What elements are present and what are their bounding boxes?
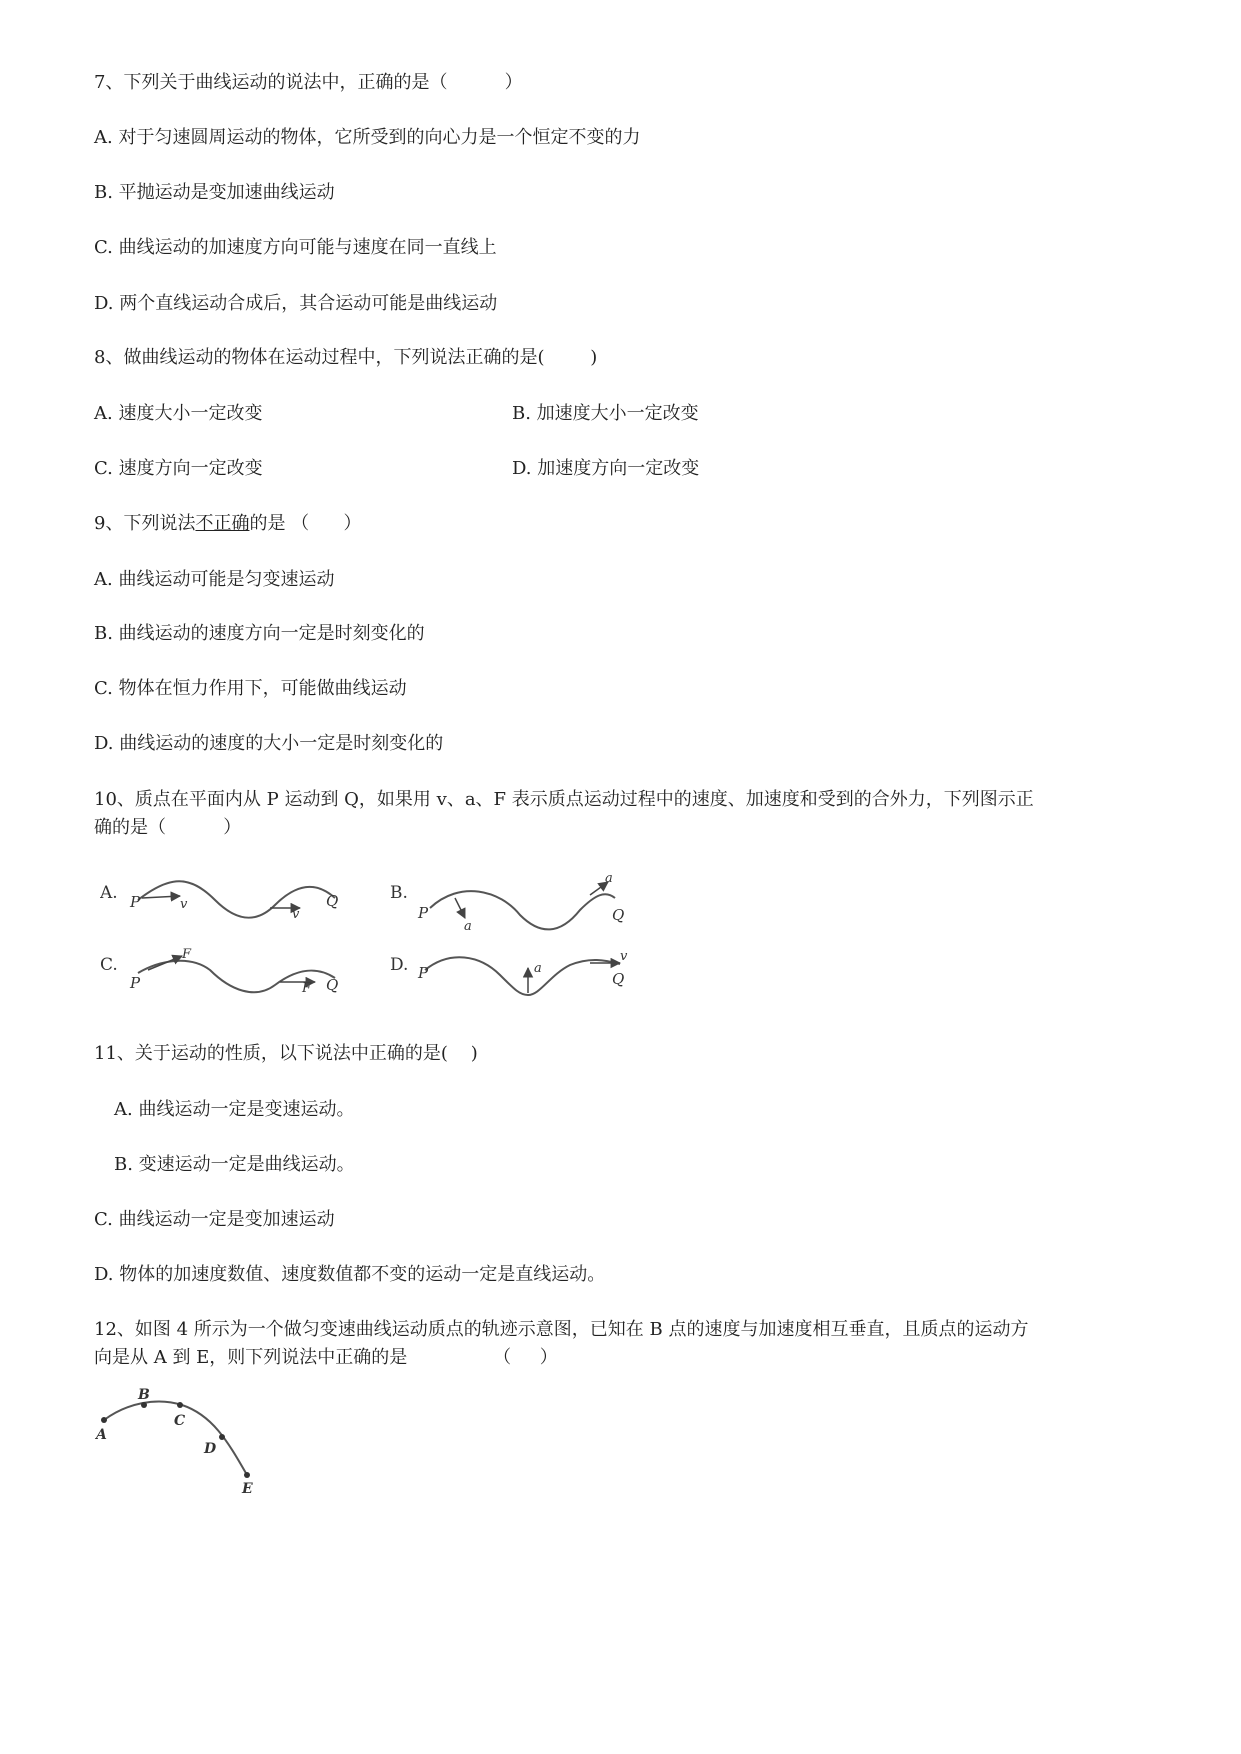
q10-diagram-d	[390, 949, 628, 995]
q10-diagram-d-vec-v: v	[620, 949, 628, 964]
q10-stem-line1: 10、质点在平面内从 P 运动到 Q，如果用 v、a、F 表示质点运动过程中的速度、加速度和受到的合外力，下列图示正	[94, 789, 1034, 810]
q12-point-b-label: B	[138, 1387, 150, 1403]
q7-option-c: C. 曲线运动的加速度方向可能与速度在同一直线上	[94, 237, 497, 258]
q10-diagram-c-end: Q	[326, 976, 339, 994]
q9-stem	[94, 510, 362, 538]
q12-point-a-dot	[101, 1417, 107, 1423]
q12-point-e-dot	[244, 1472, 250, 1478]
q10-stem-line2: 确的是（ ）	[94, 817, 242, 838]
q7-option-a: A. 对于匀速圆周运动的物体，它所受到的向心力是一个恒定不变的力	[94, 127, 641, 148]
q10-diagram-c	[100, 947, 338, 996]
q9-option-c: C. 物体在恒力作用下，可能做曲线运动	[94, 678, 407, 699]
q12-point-c-label: C	[174, 1413, 186, 1429]
q9-stem-pre: 9、下列说法	[94, 513, 196, 534]
q11-option-a: A. 曲线运动一定是变速运动。	[114, 1099, 355, 1120]
q12-stem-line1: 12、如图 4 所示为一个做匀变速曲线运动质点的轨迹示意图，已知在 B 点的速度与加速度相互垂直，且质点的运动方	[94, 1319, 1029, 1340]
q10-diagram-d-label: D.	[390, 955, 409, 975]
q10-diagram-c-start: P	[130, 974, 141, 992]
q8-option-b: B. 加速度大小一定改变	[512, 403, 699, 424]
q11-option-c: C. 曲线运动一定是变加速运动	[94, 1209, 335, 1230]
q10-diagram-d-end: Q	[612, 970, 625, 988]
q8-option-d: D. 加速度方向一定改变	[512, 458, 700, 479]
q12-point-a-label: A	[96, 1427, 107, 1443]
q8-option-a: A. 速度大小一定改变	[94, 403, 263, 424]
q10-diagram-d-start: P	[418, 964, 429, 982]
q9-stem-post: 的是 （ ）	[249, 513, 362, 534]
q10-diagram-b-start: P	[418, 904, 429, 922]
q10-diagram-a-end: Q	[326, 892, 339, 910]
q8-option-c: C. 速度方向一定改变	[94, 458, 263, 479]
q11-option-b: B. 变速运动一定是曲线运动。	[114, 1154, 355, 1175]
q10-diagram-a-vec-1: v	[180, 897, 188, 912]
q12-point-d-label: D	[204, 1441, 217, 1457]
q10-diagram-b-label: B.	[390, 883, 408, 903]
q9-option-b: B. 曲线运动的速度方向一定是时刻变化的	[94, 623, 425, 644]
q10-diagram-d-vec-a: a	[534, 961, 542, 976]
q10-diagram-a	[100, 881, 338, 922]
q10-diagram-b	[390, 871, 624, 934]
q7-option-d: D. 两个直线运动合成后，其合运动可能是曲线运动	[94, 293, 498, 314]
q12-point-c-dot	[177, 1402, 183, 1408]
q7-stem: 7、下列关于曲线运动的说法中，正确的是（ ）	[94, 72, 523, 93]
q10-diagram-a-start: P	[130, 893, 141, 911]
q10-diagram-c-vec-2: F	[302, 981, 312, 996]
q10-diagram-a-label: A.	[100, 883, 118, 903]
q10-diagram-c-label: C.	[100, 955, 118, 975]
q10-diagram-b-vec-1: a	[464, 919, 472, 934]
q8-stem: 8、做曲线运动的物体在运动过程中，下列说法正确的是( )	[94, 347, 598, 368]
q7-option-b: B. 平抛运动是变加速曲线运动	[94, 182, 335, 203]
q12-trajectory-figure	[92, 1385, 262, 1495]
q9-stem-emphasis: 不正确	[195, 513, 250, 534]
q9-option-d: D. 曲线运动的速度的大小一定是时刻变化的	[94, 733, 444, 754]
q10-diagram-b-vec-2: a	[605, 871, 613, 886]
q10-figure	[100, 860, 720, 1020]
q10-diagram-c-vec-1: F	[182, 947, 192, 962]
q12-point-e-label: E	[242, 1481, 253, 1495]
q10-diagram-a-vec-2: v	[292, 907, 300, 922]
q10-diagram-b-end: Q	[612, 906, 625, 924]
q9-option-a: A. 曲线运动可能是匀变速运动	[94, 569, 335, 590]
q11-option-d: D. 物体的加速度数值、速度数值都不变的运动一定是直线运动。	[94, 1264, 606, 1285]
q12-stem-line2: 向是从 A 到 E，则下列说法中正确的是 （ ）	[94, 1347, 558, 1368]
q12-point-d-dot	[219, 1434, 225, 1440]
q11-stem: 11、关于运动的性质，以下说法中正确的是( )	[94, 1043, 478, 1064]
